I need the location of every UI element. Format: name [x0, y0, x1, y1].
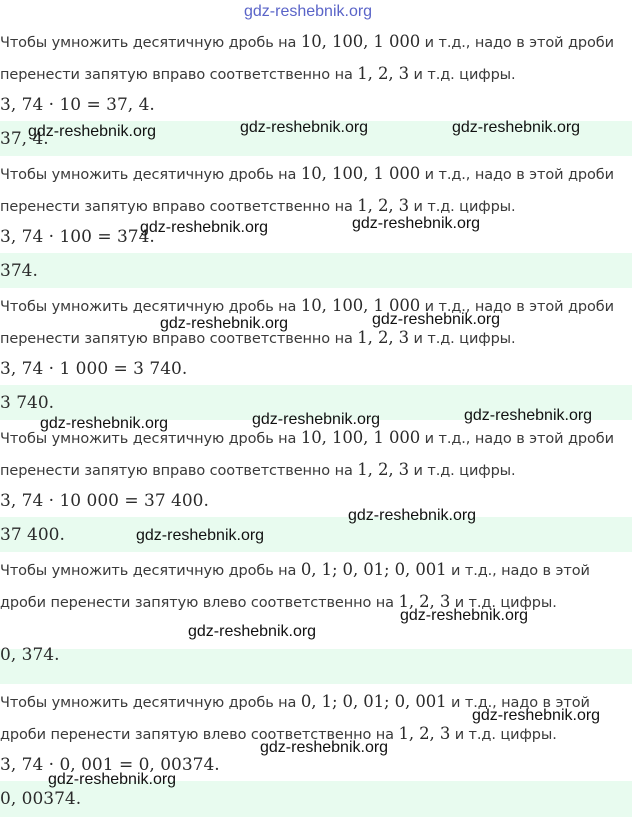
site-watermark: gdz-reshebnik.org — [160, 315, 289, 332]
rule-text: и т.д., надо в этой — [446, 695, 590, 711]
site-watermark: gdz-reshebnik.org — [188, 623, 317, 640]
rule-math: 10, 100, 1 000 — [300, 164, 421, 183]
rule-text: Чтобы умножить десятичную дробь на — [0, 563, 301, 579]
rule-text: перенести запятую вправо соответственно на — [0, 67, 358, 83]
rule-line-2 — [0, 196, 516, 215]
site-watermark: gdz-reshebnik.org — [260, 739, 389, 756]
site-watermark: gdz-reshebnik.org — [40, 415, 169, 432]
site-watermark-header: gdz-reshebnik.org — [244, 3, 373, 20]
answer-band — [0, 253, 632, 288]
rule-math: 1, 2, 3 — [357, 460, 410, 479]
site-watermark: gdz-reshebnik.org — [240, 119, 369, 136]
answer-band — [0, 517, 632, 552]
rule-text: Чтобы умножить десятичную дробь на — [0, 695, 301, 711]
rule-text: дроби перенести запятую влево соответственно на — [0, 727, 399, 743]
rule-text: и т.д., надо в этой дроби — [420, 35, 614, 51]
rule-text: и т.д. цифры. — [450, 727, 557, 743]
expression: 3, 74 · 1 000 = 3 740. — [0, 359, 188, 379]
answer: 37 400. — [0, 525, 65, 545]
site-watermark: gdz-reshebnik.org — [48, 771, 177, 788]
rule-math: 10, 100, 1 000 — [300, 428, 421, 447]
rule-line-2 — [0, 460, 516, 479]
site-watermark: gdz-reshebnik.org — [452, 119, 581, 136]
rule-text: дроби перенести запятую влево соответственно на — [0, 595, 399, 611]
site-watermark: gdz-reshebnik.org — [464, 407, 593, 424]
site-watermark: gdz-reshebnik.org — [252, 411, 381, 428]
rule-text: и т.д., надо в этой дроби — [420, 299, 614, 315]
rule-math: 1, 2, 3 — [398, 724, 451, 743]
expression: 3, 74 · 100 = 374. — [0, 227, 155, 247]
rule-text: и т.д. цифры. — [409, 331, 516, 347]
rule-math: 0, 1; 0, 01; 0, 001 — [300, 560, 447, 579]
answer: 0, 00374. — [0, 789, 82, 809]
rule-line-2 — [0, 64, 516, 83]
site-watermark: gdz-reshebnik.org — [472, 707, 601, 724]
rule-text: перенести запятую вправо соответственно на — [0, 463, 358, 479]
rule-text: Чтобы умножить десятичную дробь на — [0, 431, 301, 447]
rule-text: и т.д., надо в этой дроби — [420, 431, 614, 447]
expression: 3, 74 · 10 = 37, 4. — [0, 95, 155, 115]
answer: 3 740. — [0, 393, 55, 413]
rule-text: перенести запятую вправо соответственно на — [0, 331, 358, 347]
site-watermark: gdz-reshebnik.org — [352, 215, 481, 232]
rule-text: Чтобы умножить десятичную дробь на — [0, 167, 301, 183]
rule-math: 0, 1; 0, 01; 0, 001 — [300, 692, 447, 711]
answer: 374. — [0, 261, 38, 281]
rule-math: 10, 100, 1 000 — [300, 296, 421, 315]
rule-text: и т.д. цифры. — [409, 199, 516, 215]
rule-text: перенести запятую вправо соответственно на — [0, 199, 358, 215]
answer: 37, 4. — [0, 129, 49, 149]
answer-band — [0, 649, 632, 684]
rule-line-1 — [0, 164, 614, 183]
rule-math: 1, 2, 3 — [357, 196, 410, 215]
rule-math: 1, 2, 3 — [357, 328, 410, 347]
expression: 3, 74 · 0, 001 = 0, 00374. — [0, 755, 220, 775]
rule-text: и т.д., надо в этой — [446, 563, 590, 579]
site-watermark: gdz-reshebnik.org — [348, 507, 477, 524]
answer: 0, 374. — [0, 645, 60, 665]
rule-text: и т.д. цифры. — [409, 463, 516, 479]
site-watermark: gdz-reshebnik.org — [372, 311, 501, 328]
site-watermark: gdz-reshebnik.org — [136, 527, 265, 544]
site-watermark: gdz-reshebnik.org — [140, 219, 269, 236]
rule-line-1 — [0, 296, 614, 315]
rule-line-1 — [0, 32, 614, 51]
rule-math: 1, 2, 3 — [357, 64, 410, 83]
site-watermark: gdz-reshebnik.org — [400, 607, 529, 624]
rule-math: 1, 2, 3 — [398, 592, 451, 611]
rule-text: и т.д. цифры. — [409, 67, 516, 83]
rule-text: и т.д. цифры. — [450, 595, 557, 611]
rule-line-1 — [0, 560, 590, 579]
rule-text: и т.д., надо в этой дроби — [420, 167, 614, 183]
rule-text: Чтобы умножить десятичную дробь на — [0, 299, 301, 315]
site-watermark: gdz-reshebnik.org — [28, 123, 157, 140]
expression: 3, 74 · 10 000 = 37 400. — [0, 491, 209, 511]
rule-math: 10, 100, 1 000 — [300, 32, 421, 51]
rule-text: Чтобы умножить десятичную дробь на — [0, 35, 301, 51]
